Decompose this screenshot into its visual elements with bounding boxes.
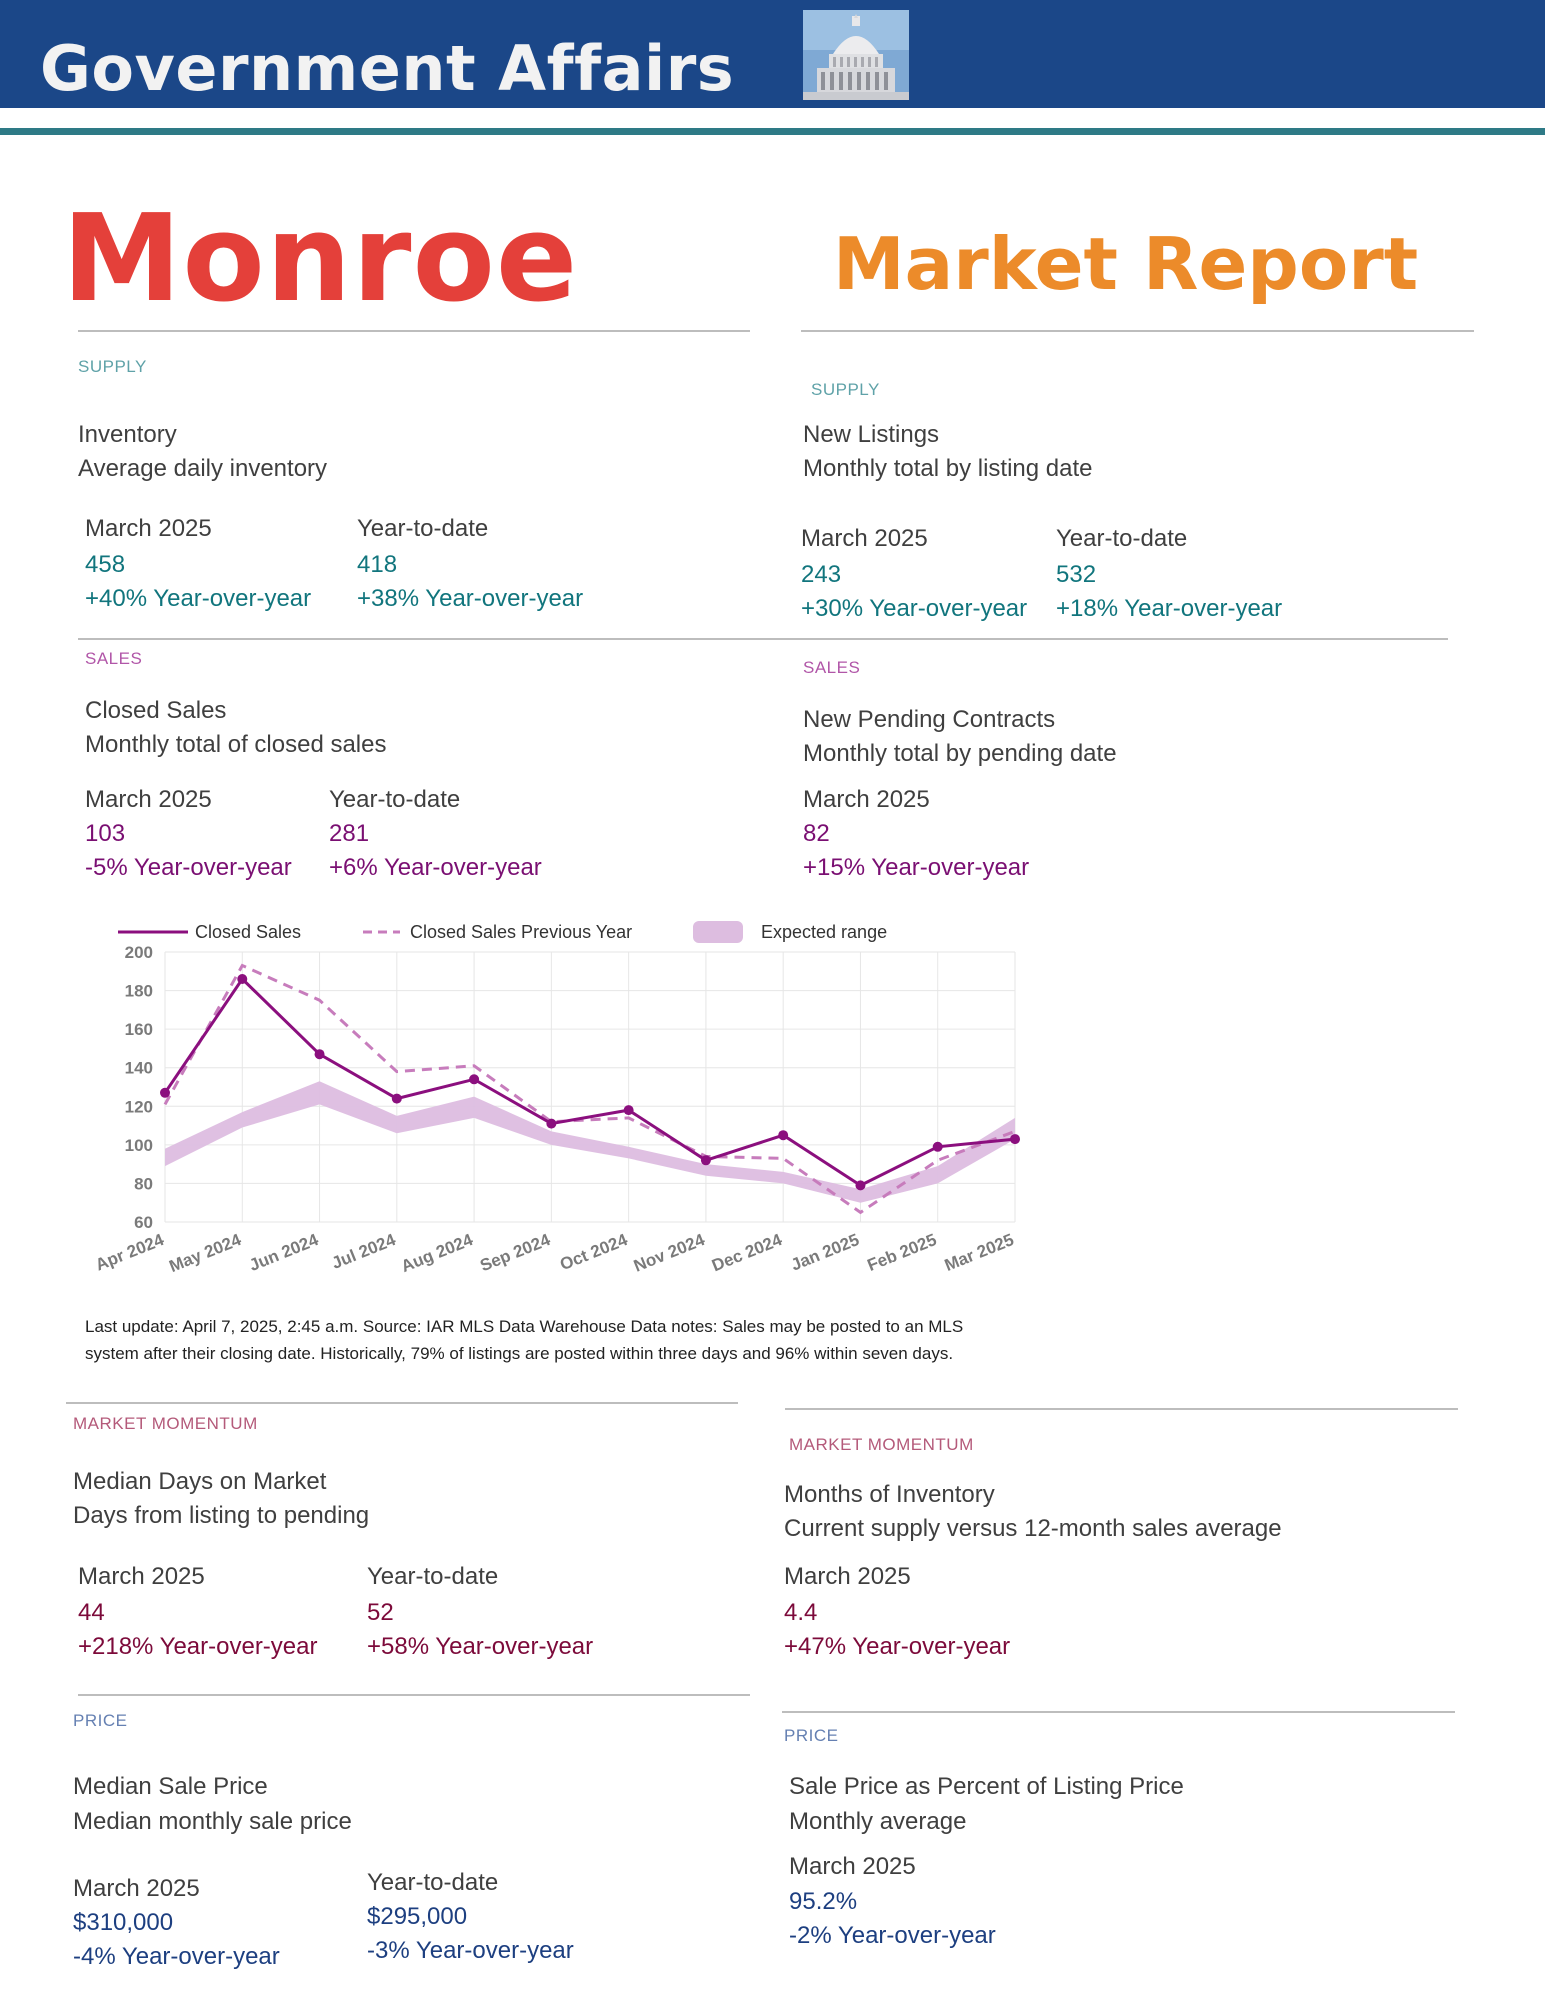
expected-range-area [165,1081,1015,1203]
section-label: MARKET MOMENTUM [73,1414,258,1433]
metric-change: -4% Year-over-year [73,1943,280,1970]
period-label: March 2025 [85,515,212,542]
x-axis [93,1230,1017,1276]
data-point [315,1049,325,1059]
section-label: SALES [85,649,143,668]
divider [78,1694,750,1696]
x-tick-label: May 2024 [166,1230,244,1277]
period-label: March 2025 [85,786,212,813]
metric-change: +47% Year-over-year [784,1633,1011,1660]
metric-subtitle: Days from listing to pending [73,1502,370,1529]
section-label: PRICE [73,1711,128,1730]
metric-title: Median Sale Price [73,1773,268,1800]
x-tick-label: Nov 2024 [631,1230,708,1276]
y-tick-label: 80 [134,1174,153,1194]
metric-title: Inventory [78,421,177,448]
period-label: Year-to-date [329,786,461,813]
x-tick-label: Oct 2024 [557,1230,631,1275]
metric-title: New Listings [803,421,940,448]
metric-subtitle: Monthly total by pending date [803,740,1117,767]
data-point [933,1142,943,1152]
previous-year-series [165,966,1015,1213]
y-tick-label: 160 [124,1020,153,1040]
metric-value: 82 [803,820,830,847]
metric-value: 532 [1056,561,1097,588]
y-tick-label: 100 [124,1135,153,1155]
divider [78,638,1448,640]
y-tick-label: 140 [124,1058,153,1078]
legend-label: Expected range [761,922,888,942]
closed-sales-series [160,974,1020,1190]
data-point [469,1074,479,1084]
metric-value: 243 [801,561,842,588]
metric-title: Months of Inventory [784,1481,995,1508]
metric-change: +218% Year-over-year [78,1633,318,1660]
metric-value: 44 [78,1599,105,1626]
period-label: March 2025 [789,1853,916,1880]
divider [782,1711,1455,1713]
divider [66,1402,738,1404]
previous-year-line [165,966,1015,1213]
data-point [701,1155,711,1165]
legend-label: Closed Sales Previous Year [410,922,633,942]
metric-change: +38% Year-over-year [357,585,584,612]
header-divider [0,128,1545,135]
expected-range-band [165,1081,1015,1203]
y-tick-label: 200 [124,943,153,962]
y-tick-label: 180 [124,981,153,1001]
metric-value: $295,000 [367,1903,468,1930]
period-label: March 2025 [73,1875,200,1902]
metric-value: 4.4 [784,1599,818,1626]
metric-subtitle: Monthly average [789,1808,967,1835]
divider [785,1408,1458,1410]
data-point [160,1088,170,1098]
metric-value: 281 [329,820,370,847]
x-tick-label: Feb 2025 [864,1230,940,1275]
metric-change: +30% Year-over-year [801,595,1028,622]
metric-subtitle: Monthly total of closed sales [85,731,387,758]
x-tick-label: Aug 2024 [398,1230,476,1277]
metric-value: 103 [85,820,126,847]
chart-legend [118,921,887,943]
data-point [855,1180,865,1190]
city-title: Monroe [62,190,579,329]
x-tick-label: Sep 2024 [477,1230,553,1276]
section-label: MARKET MOMENTUM [789,1435,974,1454]
period-label: March 2025 [78,1563,205,1590]
y-tick-label: 60 [134,1213,153,1232]
data-point [392,1094,402,1104]
metric-value: 95.2% [789,1888,858,1915]
data-point [624,1105,634,1115]
period-label: March 2025 [803,786,930,813]
x-tick-label: Jan 2025 [788,1230,862,1275]
metric-value: 418 [357,551,398,578]
data-point [778,1130,788,1140]
divider [78,330,750,332]
section-label: SUPPLY [78,357,147,376]
divider [801,330,1474,332]
data-point [1010,1134,1020,1144]
period-label: Year-to-date [357,515,489,542]
metric-subtitle: Current supply versus 12-month sales average [784,1515,1282,1542]
metric-subtitle: Monthly total by listing date [803,455,1093,482]
period-label: Year-to-date [367,1563,499,1590]
x-tick-label: Apr 2024 [92,1230,167,1275]
capitol-image [803,10,909,100]
x-tick-label: Jul 2024 [328,1230,399,1273]
x-tick-label: Dec 2024 [709,1230,785,1276]
data-point [546,1119,556,1129]
y-tick-label: 120 [124,1097,153,1117]
metric-subtitle: Average daily inventory [78,455,328,482]
period-label: Year-to-date [367,1869,499,1896]
metric-value: 458 [85,551,126,578]
metric-title: Sale Price as Percent of Listing Price [789,1773,1184,1800]
legend-swatch-expected-range [693,921,743,943]
closed-sales-chart [80,908,1030,1298]
period-label: March 2025 [784,1563,911,1590]
metric-change: -3% Year-over-year [367,1937,574,1964]
section-label: SALES [803,658,861,677]
metric-title: Median Days on Market [73,1468,327,1495]
metric-value: $310,000 [73,1909,174,1936]
metric-change: +18% Year-over-year [1056,595,1283,622]
metric-change: +40% Year-over-year [85,585,312,612]
section-label: PRICE [784,1726,839,1745]
x-tick-label: Jun 2024 [246,1230,322,1275]
metric-subtitle: Median monthly sale price [73,1808,352,1835]
header-title: Government Affairs [40,32,735,105]
metric-value: 52 [367,1599,394,1626]
metric-title: New Pending Contracts [803,706,1056,733]
data-footnote: Last update: April 7, 2025, 2:45 a.m. Source: IAR MLS Data Warehouse Data notes: Sales may be posted to an MLS system after their closing date. Historically, 79% of listings are posted within three days and 96% within seven days. [85,1317,964,1363]
metric-change: +15% Year-over-year [803,854,1030,881]
metric-change: -2% Year-over-year [789,1922,996,1949]
period-label: March 2025 [801,525,928,552]
data-point [237,974,247,984]
section-label: SUPPLY [811,380,880,399]
period-label: Year-to-date [1056,525,1188,552]
metric-change: -5% Year-over-year [85,854,292,881]
metric-change: +58% Year-over-year [367,1633,594,1660]
metric-title: Closed Sales [85,697,227,724]
y-axis [125,943,153,1232]
report-title: Market Report [833,222,1419,306]
x-tick-label: Mar 2025 [941,1230,1017,1275]
legend-label: Closed Sales [195,922,302,942]
metric-change: +6% Year-over-year [329,854,542,881]
closed-sales-line [165,979,1015,1185]
